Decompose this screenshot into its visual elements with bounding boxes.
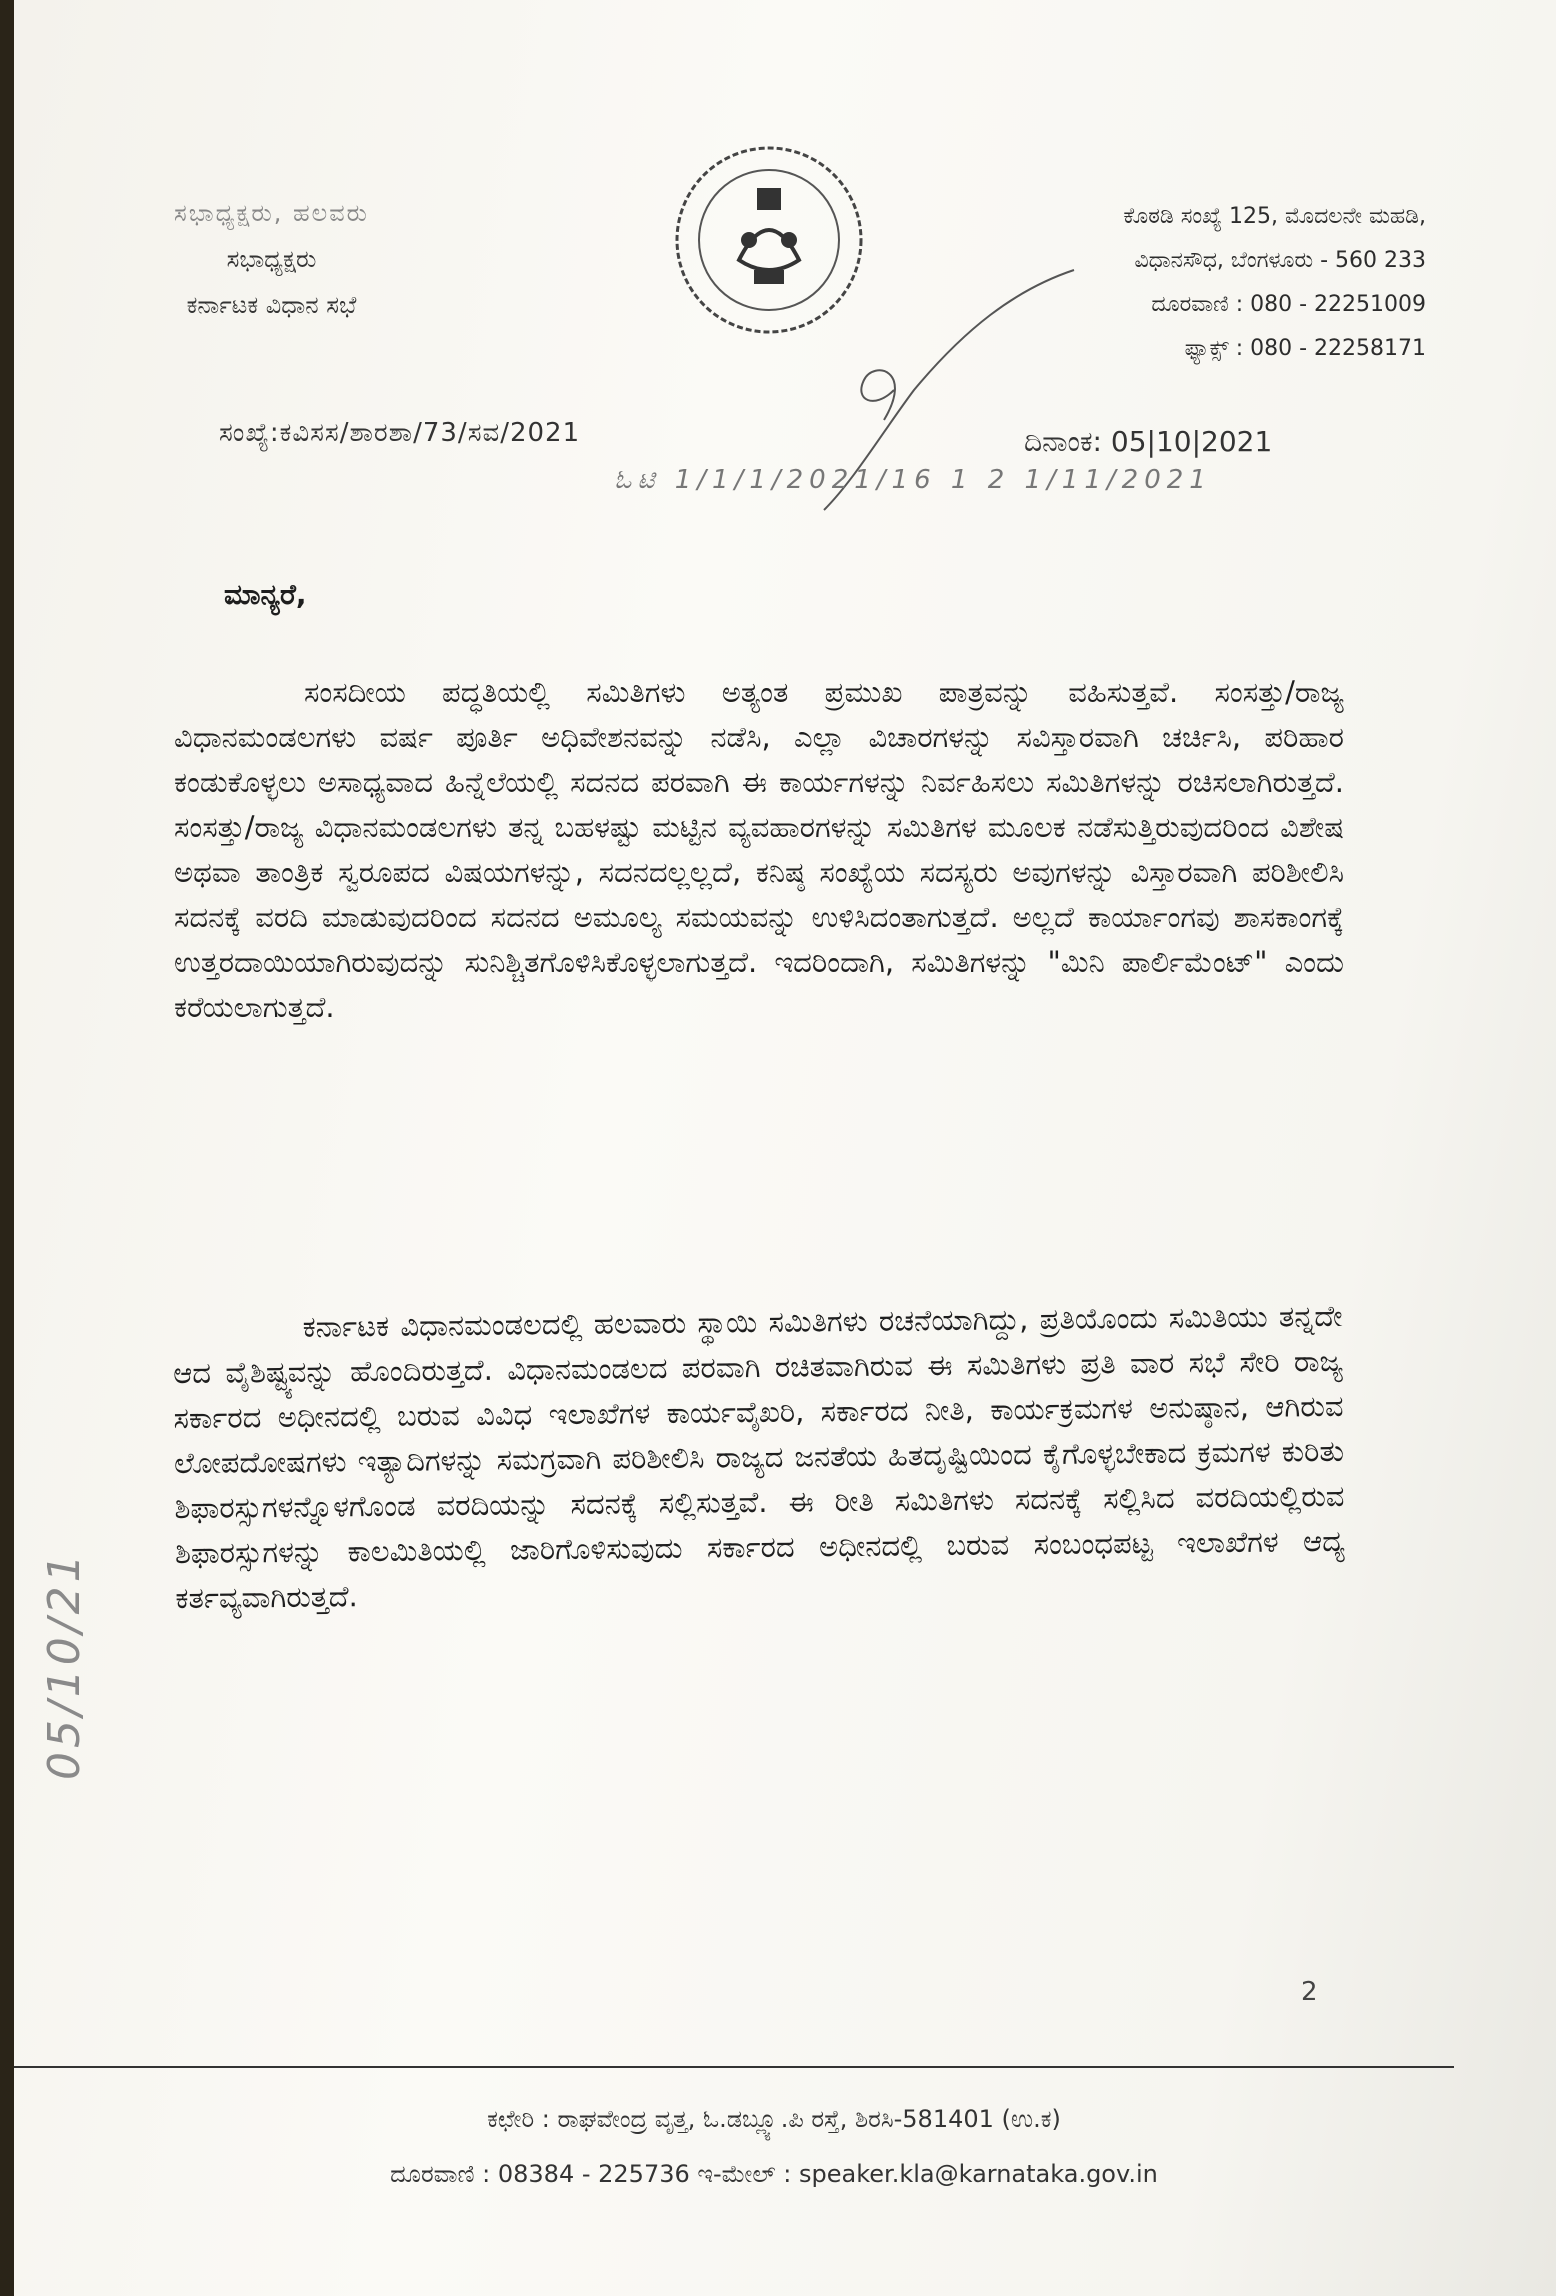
address-line-1: ಕೊಠಡಿ ಸಂಖ್ಯೆ 125, ಮೊದಲನೇ ಮಹಡಿ, bbox=[1123, 204, 1426, 229]
letter-page bbox=[14, 0, 1556, 2296]
footer-contact: ದೂರವಾಣಿ : 08384 - 225736 ಇ-ಮೇಲ್ : speaker.kla@karnataka.gov.in bbox=[390, 2160, 1158, 2188]
letter-date: ದಿನಾಂಕ: 05|10|2021 bbox=[1024, 425, 1273, 458]
sender-title: ಸಭಾಧ್ಯಕ್ಷರು bbox=[226, 245, 317, 273]
footer-office-address: ಕಛೇರಿ : ರಾಘವೇಂದ್ರ ವೃತ್ತ, ಓ.ಡಬ್ಲ್ಯೂ.ಪಿ ರಸ್ತೆ, ಶಿರಸಿ-581401 (ಉ.ಕ) bbox=[487, 2105, 1061, 2133]
phone-number: ದೂರವಾಣಿ : 080 - 22251009 bbox=[1151, 292, 1426, 317]
reference-number: ಸಂಖ್ಯೆ:ಕವಿಸಸ/ಶಾರಶಾ/73/ಸವ/2021 bbox=[219, 418, 581, 448]
office-address bbox=[1123, 195, 1426, 371]
footer-divider bbox=[14, 2066, 1454, 2068]
handwritten-annotation: ಓಟಿ 1/1/1/2021/16 1 2 1/11/2021 bbox=[614, 465, 1212, 495]
address-line-2: ವಿಧಾನಸೌಧ, ಬೆಂಗಳೂರು - 560 233 bbox=[1134, 248, 1426, 273]
fax-number: ಫ್ಯಾಕ್ಸ್ : 080 - 22258171 bbox=[1184, 336, 1426, 361]
sender-org: ಕರ್ನಾಟಕ ವಿಧಾನ ಸಭೆ bbox=[186, 291, 357, 319]
page-number: 2 bbox=[1301, 1977, 1318, 2007]
sender-block bbox=[174, 190, 369, 328]
sender-name: ಸಭಾಧ್ಯಕ್ಷರು, ಹಲವರು bbox=[174, 199, 369, 227]
margin-handwritten-date: 05/10/21 bbox=[39, 1550, 90, 1780]
signature-scribble-icon bbox=[714, 250, 1114, 550]
paragraph-1: ಸಂಸದೀಯ ಪದ್ಧತಿಯಲ್ಲಿ ಸಮಿತಿಗಳು ಅತ್ಯಂತ ಪ್ರಮುಖ ಪಾತ್ರವನ್ನು ವಹಿಸುತ್ತವೆ. ಸಂಸತ್ತು/ರಾಜ್ಯ ವಿಧಾನಮಂಡಲಗಳು ವರ್ಷ ಪೂರ್ತಿ ಅಧಿವೇಶನವನ್ನು ನಡೆಸಿ, ಎಲ್ಲಾ ವಿಚಾರಗಳನ್ನು ಸವಿಸ್ತಾರವಾಗಿ ಚರ್ಚಿಸಿ, ಪರಿಹಾರ ಕಂಡುಕೊಳ್ಳಲು ಅಸಾಧ್ಯವಾದ ಹಿನ್ನೆಲೆಯಲ್ಲಿ ಸದನದ ಪರವಾಗಿ ಈ ಕಾರ್ಯಗಳನ್ನು ನಿರ್ವಹಿಸಲು ಸಮಿತಿಗಳನ್ನು ರಚಿಸಲಾಗಿರುತ್ತದೆ. ಸಂಸತ್ತು/ರಾಜ್ಯ ವಿಧಾನಮಂಡಲಗಳು ತನ್ನ ಬಹಳಷ್ಟು ಮಟ್ಟಿನ ವ್ಯವಹಾರಗಳನ್ನು ಸಮಿತಿಗಳ ಮೂಲಕ ನಡೆಸುತ್ತಿರುವುದರಿಂದ ವಿಶೇಷ ಅಥವಾ ತಾಂತ್ರಿಕ ಸ್ವರೂಪದ ವಿಷಯಗಳನ್ನು, ಸದನದಲ್ಲಲ್ಲದೆ, ಕನಿಷ್ಠ ಸಂಖ್ಯೆಯ ಸದಸ್ಯರು ಅವುಗಳನ್ನು ವಿಸ್ತಾರವಾಗಿ ಪರಿಶೀಲಿಸಿ ಸದನಕ್ಕೆ ವರದಿ ಮಾಡುವುದರಿಂದ ಸದನದ ಅಮೂಲ್ಯ ಸಮಯವನ್ನು ಉಳಿಸಿದಂತಾಗುತ್ತದೆ. ಅಲ್ಲದೆ ಕಾರ್ಯಾಂಗವು ಶಾಸಕಾಂಗಕ್ಕೆ ಉತ್ತರದಾಯಿಯಾಗಿರುವುದನ್ನು ಸುನಿಶ್ಚಿತಗೊಳಿಸಿಕೊಳ್ಳಲಾಗುತ್ತದೆ. ಇದರಿಂದಾಗಿ, ಸಮಿತಿಗಳನ್ನು "ಮಿನಿ ಪಾರ್ಲಿಮೆಂಟ್" ಎಂದು ಕರೆಯಲಾಗುತ್ತದೆ. bbox=[174, 675, 1344, 1024]
salutation: ಮಾನ್ಯರೆ, bbox=[224, 578, 307, 611]
paragraph-2: ಕರ್ನಾಟಕ ವಿಧಾನಮಂಡಲದಲ್ಲಿ ಹಲವಾರು ಸ್ಥಾಯಿ ಸಮಿತಿಗಳು ರಚನೆಯಾಗಿದ್ದು, ಪ್ರತಿಯೊಂದು ಸಮಿತಿಯು ತನ್ನದೇ ಆದ ವೈಶಿಷ್ಟ್ಯವನ್ನು ಹೊಂದಿರುತ್ತದೆ. ವಿಧಾನಮಂಡಲದ ಪರವಾಗಿ ರಚಿತವಾಗಿರುವ ಈ ಸಮಿತಿಗಳು ಪ್ರತಿ ವಾರ ಸಭೆ ಸೇರಿ ರಾಜ್ಯ ಸರ್ಕಾರದ ಅಧೀನದಲ್ಲಿ ಬರುವ ವಿವಿಧ ಇಲಾಖೆಗಳ ಕಾರ್ಯವೈಖರಿ, ಸರ್ಕಾರದ ನೀತಿ, ಕಾರ್ಯಕ್ರಮಗಳ ಅನುಷ್ಠಾನ, ಆಗಿರುವ ಲೋಪದೋಷಗಳು ಇತ್ಯಾದಿಗಳನ್ನು ಸಮಗ್ರವಾಗಿ ಪರಿಶೀಲಿಸಿ ರಾಜ್ಯದ ಜನತೆಯ ಹಿತದೃಷ್ಟಿಯಿಂದ ಕೈಗೊಳ್ಳಬೇಕಾದ ಕ್ರಮಗಳ ಕುರಿತು ಶಿಫಾರಸ್ಸುಗಳನ್ನೊಳಗೊಂಡ ವರದಿಯನ್ನು ಸದನಕ್ಕೆ ಸಲ್ಲಿಸುತ್ತವೆ. ಈ ರೀತಿ ಸಮಿತಿಗಳು ಸದನಕ್ಕೆ ಸಲ್ಲಿಸಿದ ವರದಿಯಲ್ಲಿರುವ ಶಿಫಾರಸ್ಸುಗಳನ್ನು ಕಾಲಮಿತಿಯಲ್ಲಿ ಜಾರಿಗೊಳಿಸುವುದು ಸರ್ಕಾರದ ಅಧೀನದಲ್ಲಿ ಬರುವ ಸಂಬಂಧಪಟ್ಟ ಇಲಾಖೆಗಳ ಆದ್ಯ ಕರ್ತವ್ಯವಾಗಿರುತ್ತದೆ. bbox=[172, 1298, 1346, 1616]
